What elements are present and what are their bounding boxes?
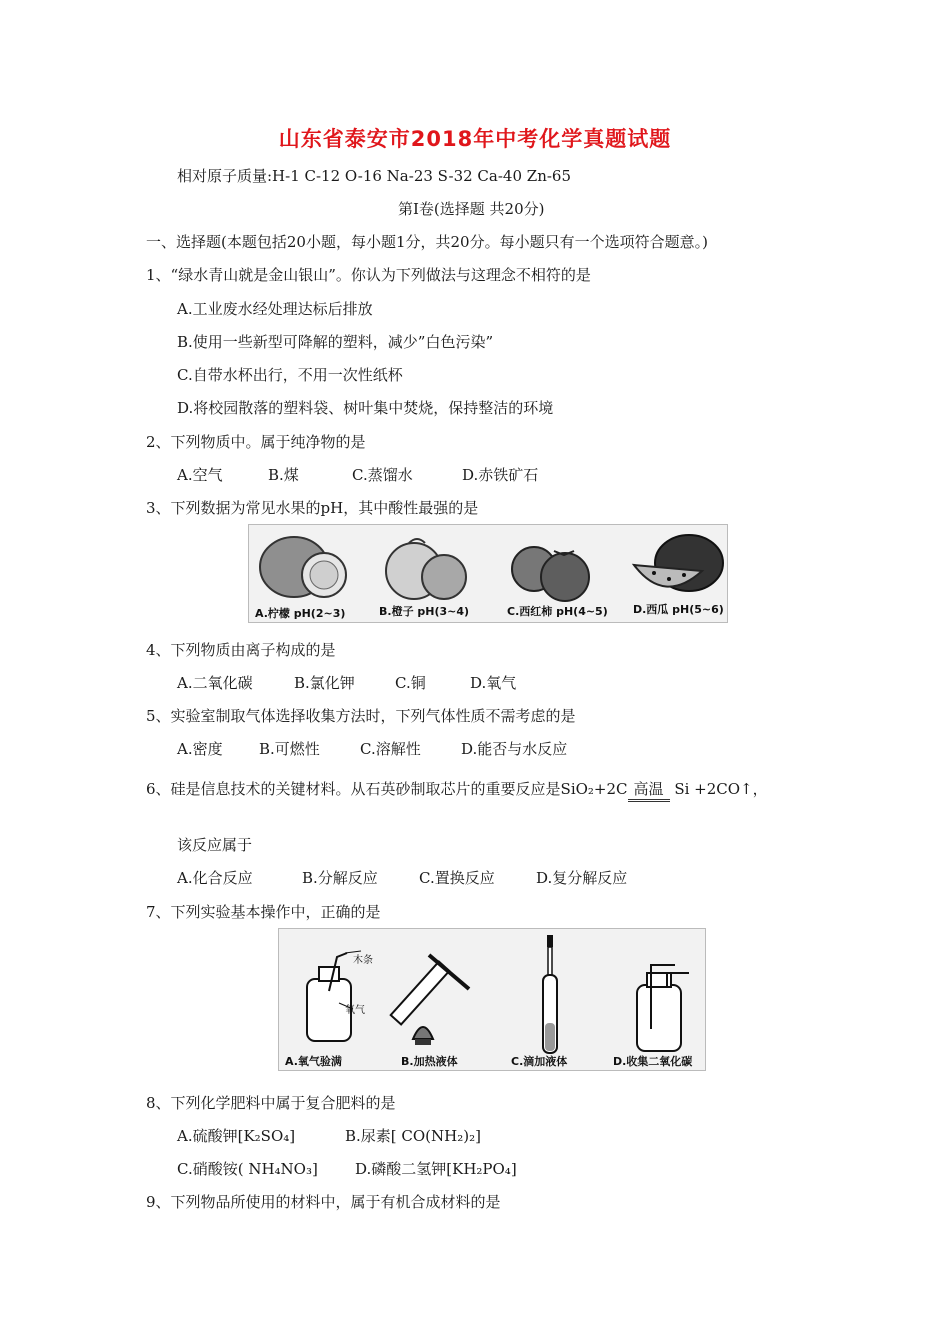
fruit-caption-a: A.柠檬 pH(2~3)	[255, 607, 346, 620]
q8-option-a: A.硫酸钾[K₂SO₄]	[177, 1127, 296, 1145]
q2-option-b: B.煤	[268, 466, 299, 484]
question-5-stem: 5、实验室制取气体选择收集方法时，下列气体性质不需考虑的是	[146, 707, 576, 725]
question-6-stem	[146, 778, 768, 802]
q4-option-b: B.氯化钾	[294, 674, 355, 692]
q1-option-b: B.使用一些新型可降解的塑料，减少”白色污染”	[177, 333, 494, 351]
lab-operations-figure	[278, 928, 706, 1071]
question-8-stem: 8、下列化学肥料中属于复合肥料的是	[146, 1094, 396, 1112]
fruit-caption-d: D.西瓜 pH(5~6)	[633, 603, 724, 616]
q6-option-c: C.置换反应	[419, 869, 495, 887]
q2-option-a: A.空气	[177, 466, 223, 484]
q6-stem-pre: 6、硅是信息技术的关键材料。从石英砂制取芯片的重要反应是SiO₂+2C	[146, 780, 628, 798]
q6-option-d: D.复分解反应	[536, 869, 628, 887]
q1-option-a: A.工业废水经处理达标后排放	[177, 300, 373, 318]
q5-option-b: B.可燃性	[259, 740, 320, 758]
page-title: 山东省泰安市2018年中考化学真题试题	[278, 127, 672, 151]
question-2-stem: 2、下列物质中。属于纯净物的是	[146, 433, 366, 451]
q2-option-c: C.蒸馏水	[352, 466, 413, 484]
fruit-caption-c: C.西红柿 pH(4~5)	[507, 605, 608, 618]
instructions: 一、选择题(本题包括20小题，每小题1分，共20分。每小题只有一个选项符合题意。)	[146, 233, 708, 251]
atomic-mass-line: 相对原子质量:H-1 C-12 O-16 Na-23 S-32 Ca-40 Zn-65	[177, 167, 572, 185]
fruit-caption-b: B.橙子 pH(3~4)	[379, 605, 470, 618]
fruits-figure	[248, 524, 728, 623]
q4-option-a: A.二氧化碳	[177, 674, 253, 692]
q1-option-c: C.自带水杯出行，不用一次性纸杯	[177, 366, 403, 384]
q6-stem-continued: 该反应属于	[177, 836, 253, 854]
q1-option-d: D.将校园散落的塑料袋、树叶集中焚烧，保持整洁的环境	[177, 399, 554, 417]
q6-condition: 高温	[628, 778, 670, 802]
question-4-stem: 4、下列物质由离子构成的是	[146, 641, 336, 659]
label-wood: 木条	[353, 955, 373, 966]
lab-caption-d: D.收集二氧化碳	[613, 1055, 693, 1068]
question-9-stem: 9、下列物品所使用的材料中，属于有机合成材料的是	[146, 1193, 501, 1211]
lab-caption-a: A.氧气验满	[285, 1055, 342, 1068]
q6-option-a: A.化合反应	[177, 869, 253, 887]
section-title: 第Ⅰ卷(选择题 共20分)	[398, 200, 545, 218]
label-oxygen: 氧气	[345, 1005, 365, 1016]
q5-option-a: A.密度	[177, 740, 223, 758]
question-7-stem: 7、下列实验基本操作中，正确的是	[146, 903, 381, 921]
q8-option-b: B.尿素[ CO(NH₂)₂]	[345, 1127, 481, 1145]
lab-caption-b: B.加热液体	[401, 1055, 458, 1068]
q5-option-d: D.能否与水反应	[461, 740, 568, 758]
q8-option-d: D.磷酸二氢钾[KH₂PO₄]	[355, 1160, 517, 1178]
q4-option-d: D.氧气	[470, 674, 517, 692]
q8-option-c: C.硝酸铵( NH₄NO₃]	[177, 1160, 318, 1178]
lab-caption-c: C.滴加液体	[511, 1055, 568, 1068]
q6-stem-post: Si +2CO↑，	[674, 780, 768, 798]
question-1-stem: 1、“绿水青山就是金山银山”。你认为下列做法与这理念不相符的是	[146, 266, 591, 284]
q4-option-c: C.铜	[395, 674, 426, 692]
q2-option-d: D.赤铁矿石	[462, 466, 539, 484]
question-3-stem: 3、下列数据为常见水果的pH，其中酸性最强的是	[146, 499, 479, 517]
q5-option-c: C.溶解性	[360, 740, 421, 758]
lab-operations-illustration	[279, 929, 705, 1070]
q6-option-b: B.分解反应	[302, 869, 378, 887]
